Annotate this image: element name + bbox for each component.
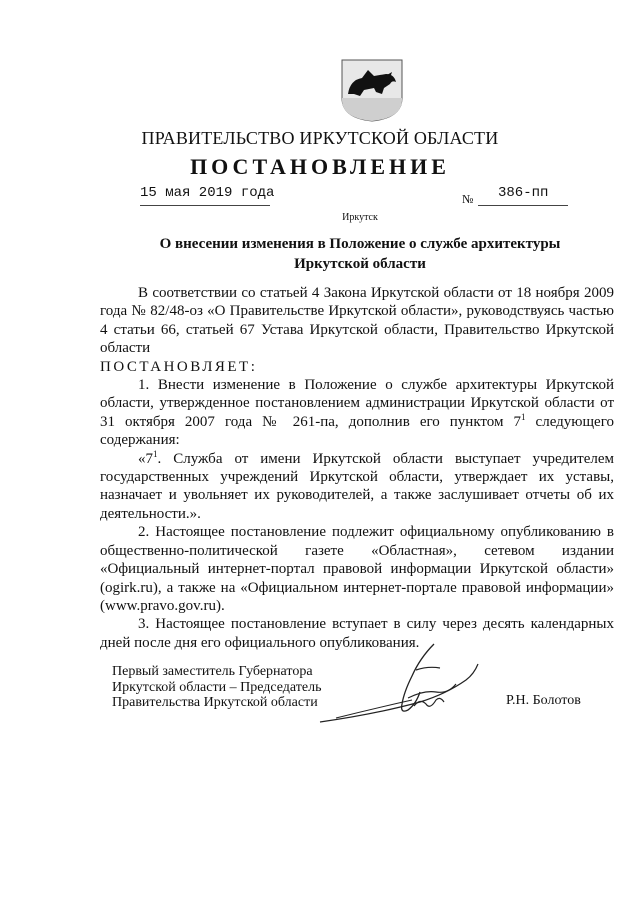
position-line-3: Правительства Иркутской области — [112, 695, 318, 710]
position-line-2: Иркутской области – Председатель — [112, 679, 322, 695]
signatory-name: Р.Н. Болотов — [506, 693, 581, 708]
government-name: ПРАВИТЕЛЬСТВО ИРКУТСКОЙ ОБЛАСТИ — [141, 128, 499, 148]
number-underline — [478, 205, 568, 206]
quoted-clause-paragraph — [100, 450, 614, 524]
document-type: ПОСТАНОВЛЕНИЕ — [190, 154, 450, 179]
item-3-paragraph: 3. Настоящее постановление вступает в силу через десять календарных дней после дня его официального опубликования. — [100, 616, 614, 651]
quote-open: «7 — [138, 450, 153, 467]
quote-text: . Служба от имени Иркутской области выступает учредителем государственных учреждений Иркутской области, утверждает их уставы, назначает и увольняет их руководителей, а также заслушивает отчеты об их деятельности.». — [100, 450, 614, 522]
document-title — [100, 234, 620, 274]
coat-of-arms-icon — [334, 58, 410, 122]
title-line-1: О внесении изменения в Положение о службе архитектуры — [159, 236, 561, 252]
item-2-paragraph: 2. Настоящее постановление подлежит официальному опубликованию в общественно-политической газете «Областная», сетевом издании «Официальный интернет-портал правовой информации Иркутской области» (ogirk.ru), а также на «Официальном интернет-портале правовой информации» (www.pravo.gov.ru). — [100, 524, 614, 614]
decree-word: ПОСТАНОВЛЯЕТ: — [100, 358, 258, 375]
item-1-text: 1. Внести изменение в Положение о службе архитектуры Иркутской области, утвержденное постановлением администрации Иркутской области от 31 октября 2007 года № 261-па, дополнив его пунктом 7 — [100, 377, 614, 430]
item-1-paragraph — [100, 376, 614, 450]
document-body — [100, 284, 614, 652]
handwritten-signature — [316, 640, 486, 730]
quote-superscript: 1 — [153, 448, 158, 459]
signatory-position — [112, 664, 321, 711]
document-number: 386-пп — [498, 185, 549, 201]
date-underline — [140, 205, 270, 206]
number-sign: № — [462, 192, 474, 206]
document-date: 15 мая 2019 года — [140, 185, 275, 201]
item-1-superscript: 1 — [521, 411, 526, 422]
title-line-2: Иркутской области — [294, 256, 426, 272]
item-1-tail: следующего содержания: — [100, 413, 614, 449]
city-name: Иркутск — [342, 212, 378, 223]
position-line-1: Первый заместитель Губернатора — [112, 664, 313, 679]
preamble-paragraph: В соответствии со статьей 4 Закона Иркутской области от 18 ноября 2009 года № 82/48-оз «О Правительстве Иркутской области», руководствуясь частью 4 статьи 66, статьей 67 Устава Иркутской области, Правительство Иркутской области — [100, 285, 614, 357]
